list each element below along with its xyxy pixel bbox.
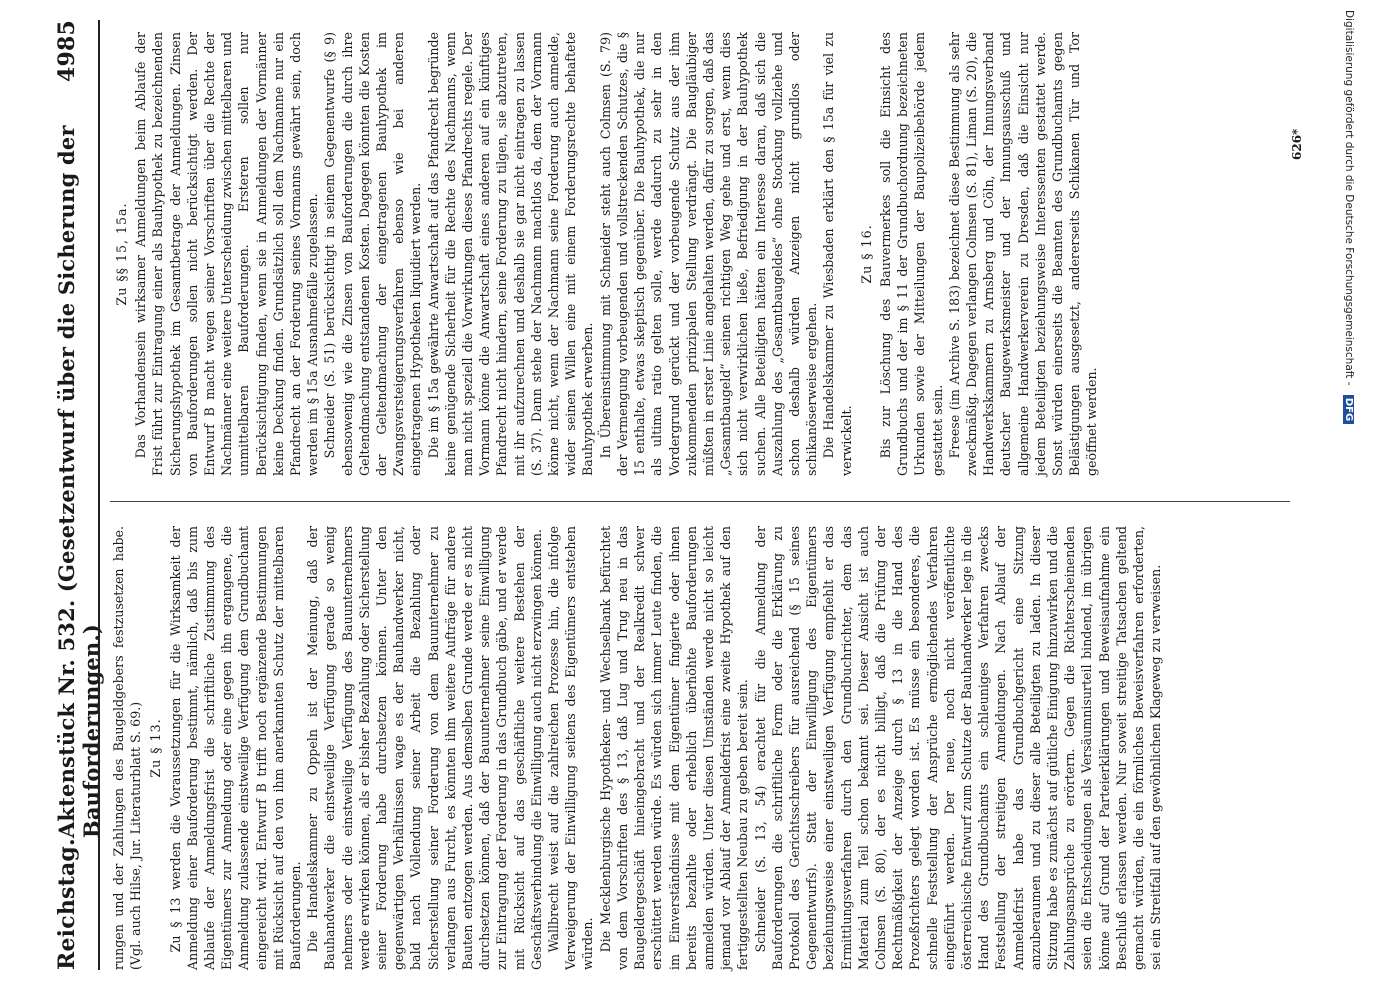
- paragraph: Die Handelskammer zu Oppeln ist der Meinung, daß der Bauhandwerker die einstweilige Verfügung gerade so wenig nehmers oder die einstweilige Verfügung des Bauunternehmers werde erwirken können, als er bisher Bezahlung oder Sicherstellung seiner Forderung habe durchsetzen können. Unter den gegenwärtigen Verhältnissen wage es der Bauhandwerker nicht, bald nach Vollendung seiner Arbeit die Bezahlung oder Sicherstellung seiner Forderung von dem Bauunternehmer zu verlangen aus Furcht, es könnten ihm weitere Aufträge für andere Bauten entzogen werden. Aus demselben Grunde werde er es nicht durchsetzen können, daß der Bauunternehmer seine Einwilligung zur Eintragung der Forderung in das Grundbuch gäbe, und er werde mit Rücksicht auf das geschäftliche weitere Bestehen der Geschäftsverbindung die Einwilligung auch nicht erzwingen können.: [305, 526, 544, 970]
- paragraph: Bis zur Löschung des Bauvermerkes soll die Einsicht des Grundbuchs und der im § 11 der Grundbuchordnung bezeichneten Urkunden sowie der Mitteilungen der Baupolizeibehörde jedem gestattet sein.: [877, 32, 945, 476]
- sheet-mark: 626*: [1290, 128, 1304, 160]
- column-divider: [110, 501, 1290, 502]
- paragraph: Die im § 15a gewährte Anwartschaft auf das Pfandrecht begründe keine genügende Sicherheit für die Rechte des Nachmanns, wenn man nicht speziell die Vorwirkungen dieses Pfandrechts regele. Der Vormann könne die Anwartschaft eines anderen auf ein künftiges Pfandrecht nicht hindern, seine Forderung zu tilgen, sie abzutreten, mit ihr aufzurechnen und deshalb sie gar nicht eintragen zu lassen (S. 37). Dann stehe der Nachmann machtlos da, dem der Vormann könne nicht, wenn der Nachmann seine Forderung auch anmelde, wider seinen Willen eine mit einem Forderungsrechte behaftete Bauhypothek erwerben.: [425, 32, 596, 476]
- paragraph: Schneider (S. 13, 54) erachtet für die Anmeldung der Bauforderungen die schriftliche Form oder die Erklärung zu Protokoll des Gerichtsschreibers für ausreichend (§ 15 seines Gegenentwurfs). Statt der Einwilligung des Eigentümers beziehungsweise einer einstweiligen Verfügung empfiehlt er das Ermittlungsverfahren durch den Grundbuchrichter, dem das Material zum Teil schon bekannt sei. Dieser Ansicht ist auch Colmsen (S. 80), der es nicht billigt, daß die Prüfung der Rechtmäßigkeit der Anzeige durch § 13 in die Hand des Prozeßrichters gelegt worden ist. Es müsse ein besonderes, die schnelle Feststellung der Ansprüche ermöglichendes Verfahren eingeführt werden. Der neue, noch nicht veröffentlichte österreichische Entwurf zum Schutze der Bauhandwerker lege in die Hand des Grundbuchamts ein schleuniges Verfahren zwecks Feststellung der streitigen Anmeldungen. Nach Ablauf der Anmeldefrist habe das Grundbuchgericht eine Sitzung anzuberaumen und zu dieser alle Beteiligten zu laden. In dieser Sitzung habe es zunächst auf gütliche Einigung hinzuwirken und die Zahlungsansprüche zu erörtern. Gegen die Richterscheinenden seien die Entscheidungen als Versäumnisurteil bindend, im übrigen könne auf Grund der Parteierklärungen und Beweisaufnahme ein Beschluß erlassen werden. Nur soweit streitige Tatsachen geltend gemacht würden, die ein förmliches Beweisverfahren erforderten, sei ein Streitfall auf den gewöhnlichen Klageweg zu verweisen.: [752, 526, 1164, 970]
- header-reichstag: Reichstag.: [54, 838, 80, 970]
- paragraph: Wallbrecht weist auf die zahlreichen Prozesse hin, die infolge Verweigerung der Einwilligung seitens des Eigentümers entstehen würden.: [546, 526, 596, 970]
- right-column: [110, 32, 1101, 476]
- paragraph: rungen und der Zahlungen des Baugeldgebers festzusetzen habe. (Vgl. auch Hilse, Jur. Literaturblatt S. 69.): [111, 526, 144, 970]
- digitization-note: [1335, 10, 1355, 990]
- section-heading: Zu § 13.: [148, 718, 164, 778]
- paragraph: Freese (im Archive S. 183) bezeichnet diese Bestimmung als sehr zweckmäßig. Dagegen verlangen Colmsen (S. 81), Liman (S. 20), die Handwerkskammern zu Arnsberg und Cöln, der Innungsverband deutscher Baugewerksmeister und der Innungsausschuß und allgemeine Handwerkerverein zu Dresden, daß die Einsicht nur jedem Beteiligten beziehungsweise Interessenten gestattet werde. Sonst würden einerseits die Beamten des Grundbuchamts gegen Belästigungen ausgesetzt, andererseits Schikanen Tür und Tor geöffnet werden.: [946, 32, 1100, 476]
- section-heading: Zu § 16.: [858, 224, 874, 284]
- dfg-logo: DFG: [1343, 395, 1354, 424]
- left-column: [110, 526, 1164, 970]
- header-rule: [98, 20, 100, 970]
- digitization-text: Digitalisierung gefördert durch die Deutsche Forschungsgemeinschaft -: [1343, 10, 1355, 386]
- paragraph: Das Vorhandensein wirksamer Anmeldungen beim Ablaufe der Frist führt zur Eintragung einer als Bauhypothek zu bezeichnenden Sicherungshypothek im Gesamtbetrage der Anmeldungen. Zinsen von Bauforderungen sollen nicht berücksichtigt werden. Der Entwurf B macht wegen seiner Vorschriften über die Rechte der Nachmänner eine weitere Unterscheidung zwischen mittelbaren und unmittelbaren Bauforderungen. Ersteren sollen nur Berücksichtigung finden, wenn sie in Anmeldungen der Vormänner keine Deckung finden. Grundsätzlich soll dem Nachmanne nur ein Pfandrecht an der Forderung seines Vormanns gewährt sein, doch werden im § 15a Ausnahmefälle zugelassen.: [133, 32, 321, 476]
- page-header: [54, 20, 104, 970]
- section-heading: Zu §§ 15, 15a.: [114, 202, 129, 306]
- paragraph: Die Handelskammer zu Wiesbaden erklärt den § 15a für viel zu verwickelt.: [821, 32, 854, 476]
- header-title: Aktenstück Nr. 532. (Gesetzentwurf über die Sicherung der Bauforderungen.): [54, 125, 104, 839]
- paragraph: Schneider (S. 51) berücksichtigt in seinem Gegenentwurfe (§ 9) ebensowenig wie die Zinsen von Bauforderungen die durch ihre Geltendmachung entstandenen Kosten. Dagegen könnten die Kosten der Geltendmachung der eingetragenen Bauhypothek im Zwangsversteigerungsverfahren ebenso wie bei anderen eingetragenen Hypotheken liquidiert werden.: [322, 32, 424, 476]
- paragraph: In Übereinstimmung mit Schneider steht auch Colmsen (S. 79) der Vermengung vorbeugenden und vollstreckenden Schutzes, die § 15 enthalte, etwas skeptisch gegenüber. Die Bauhypothek, die nur als ultima ratio gelten solle, werde dadurch zu sehr in den Vordergrund gerückt und der vorbeugende Schutz aus der ihm zukommenden prinzipalen Stellung verdrängt. Die Baugläubiger müßten in erster Linie angehalten werden, dafür zu sorgen, daß das „Gesamtbaugeld“ seinen richtigen Weg gehe und erst, wenn dies sich nicht verwirklichen ließe, Befriedigung in der Bauhypothek suchen. Alle Beteiligten hätten ein Interesse daran, daß sich die Auszahlung des „Gesamtbaugeldes“ ohne Stockung vollziehe und schon deshalb würden Anzeigen nicht grundlos oder schikanöserweise ergehen.: [597, 32, 820, 476]
- paragraph: Zu § 13 werden die Voraussetzungen für die Wirksamkeit der Anmeldung einer Bauforderung bestimmt, nämlich, daß bis zum Ablaufe der Anmeldungsfrist die schriftliche Zustimmung des Eigentümers zur Anmeldung oder eine gegen ihn ergangene, die Anmeldung zulassende einstweilige Verfügung dem Grundbuchamt eingereicht wird. Entwurf B trifft noch ergänzende Bestimmungen mit Rücksicht auf den von ihm anerkannten Schutz der mittelbaren Bauforderungen.: [167, 526, 304, 970]
- page-number: 4985: [54, 20, 80, 83]
- paragraph: Die Mecklenburgische Hypotheken- und Wechselbank befürchtet von dem Vorschriften des § 13, daß Lug und Trug neu in das Baugeldergeschäft hineingebracht und der Realkredit schwer erschüttert werden würde. Es würden sich immer Leute finden, die im Einverständnisse mit dem Eigentümer fingierte oder ihnen bereits bezahlte oder erheblich überhöhte Bauforderungen anmelden würden. Unter diesen Umständen werde nicht so leicht jemand vor Ablauf der Anmeldefrist eine zweite Hypothek auf den fertiggestellten Neubau zu geben bereit sein.: [597, 526, 751, 970]
